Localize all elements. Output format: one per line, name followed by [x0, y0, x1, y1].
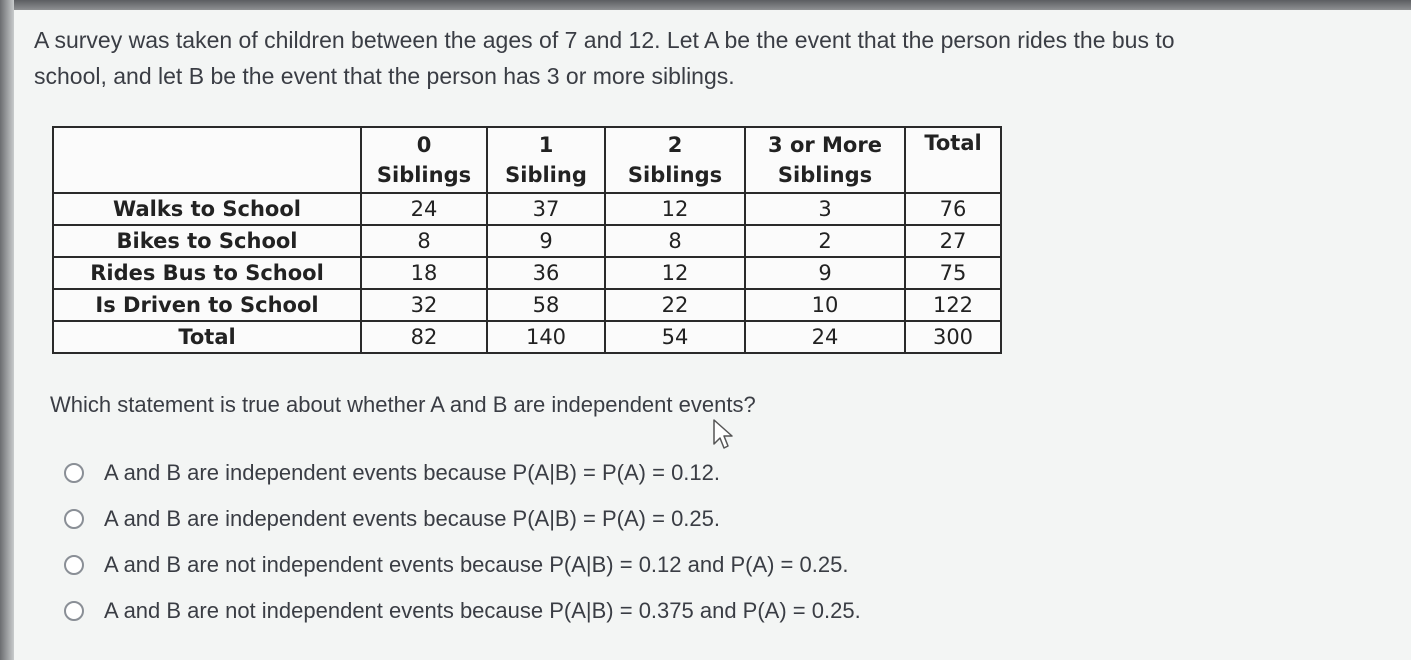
table-corner-cell: [53, 127, 361, 193]
table-cell: 37: [487, 193, 605, 225]
prompt-text: Which statement is true about whether A and B are independent events?: [50, 392, 756, 417]
header-total: Total: [905, 127, 1001, 193]
answer-option-1[interactable]: [64, 450, 861, 496]
two-way-table: [52, 126, 1002, 354]
row-label: Walks to School: [53, 193, 361, 225]
table-row: [53, 193, 1001, 225]
answer-label: A and B are independent events because P(A|B) = P(A) = 0.12.: [104, 460, 720, 485]
table-cell: 140: [487, 321, 605, 353]
table-cell: 75: [905, 257, 1001, 289]
table-cell: 8: [361, 225, 487, 257]
table-cell: 122: [905, 289, 1001, 321]
table-cell: 18: [361, 257, 487, 289]
question-line-1: A survey was taken of children between the ages of 7 and 12. Let A be the event that the person rides the bus to: [34, 27, 1175, 53]
mouse-pointer-icon: [712, 418, 736, 450]
header-0-siblings: 0 Siblings: [361, 127, 487, 193]
answer-option-4[interactable]: [64, 588, 861, 634]
table-cell: 2: [745, 225, 905, 257]
table-total-row: [53, 321, 1001, 353]
answer-label: A and B are not independent events because P(A|B) = 0.12 and P(A) = 0.25.: [104, 552, 849, 577]
table-row: [53, 225, 1001, 257]
table-row: [53, 257, 1001, 289]
radio-button[interactable]: [64, 463, 84, 483]
table-cell: 9: [745, 257, 905, 289]
question-line-2: school, and let B be the event that the person has 3 or more siblings.: [34, 63, 735, 89]
table-cell: 58: [487, 289, 605, 321]
question-text: [34, 22, 1374, 94]
table-cell: 3: [745, 193, 905, 225]
table-cell: 10: [745, 289, 905, 321]
table-cell: 82: [361, 321, 487, 353]
row-label: Rides Bus to School: [53, 257, 361, 289]
table-cell: 12: [605, 257, 745, 289]
table-cell: 32: [361, 289, 487, 321]
radio-button[interactable]: [64, 555, 84, 575]
table-cell: 24: [745, 321, 905, 353]
row-label: Bikes to School: [53, 225, 361, 257]
table-cell: 36: [487, 257, 605, 289]
table-cell: 22: [605, 289, 745, 321]
table-cell: 12: [605, 193, 745, 225]
table-cell: 76: [905, 193, 1001, 225]
table-cell: 300: [905, 321, 1001, 353]
answer-option-3[interactable]: [64, 542, 861, 588]
monitor-bezel-left: [0, 0, 14, 660]
answer-label: A and B are independent events because P(A|B) = P(A) = 0.25.: [104, 506, 720, 531]
table-cell: 54: [605, 321, 745, 353]
answer-choices: [64, 450, 861, 634]
radio-button[interactable]: [64, 509, 84, 529]
table-cell: 27: [905, 225, 1001, 257]
header-2-siblings: 2 Siblings: [605, 127, 745, 193]
header-3-or-more-siblings: 3 or More Siblings: [745, 127, 905, 193]
table-cell: 9: [487, 225, 605, 257]
header-1-sibling: 1 Sibling: [487, 127, 605, 193]
table-cell: 24: [361, 193, 487, 225]
radio-button[interactable]: [64, 601, 84, 621]
answer-label: A and B are not independent events because P(A|B) = 0.375 and P(A) = 0.25.: [104, 598, 861, 623]
table-header-row: [53, 127, 1001, 193]
table-row: [53, 289, 1001, 321]
table-cell: 8: [605, 225, 745, 257]
answer-option-2[interactable]: [64, 496, 861, 542]
row-label: Is Driven to School: [53, 289, 361, 321]
monitor-bezel-top: [0, 0, 1411, 10]
row-label: Total: [53, 321, 361, 353]
